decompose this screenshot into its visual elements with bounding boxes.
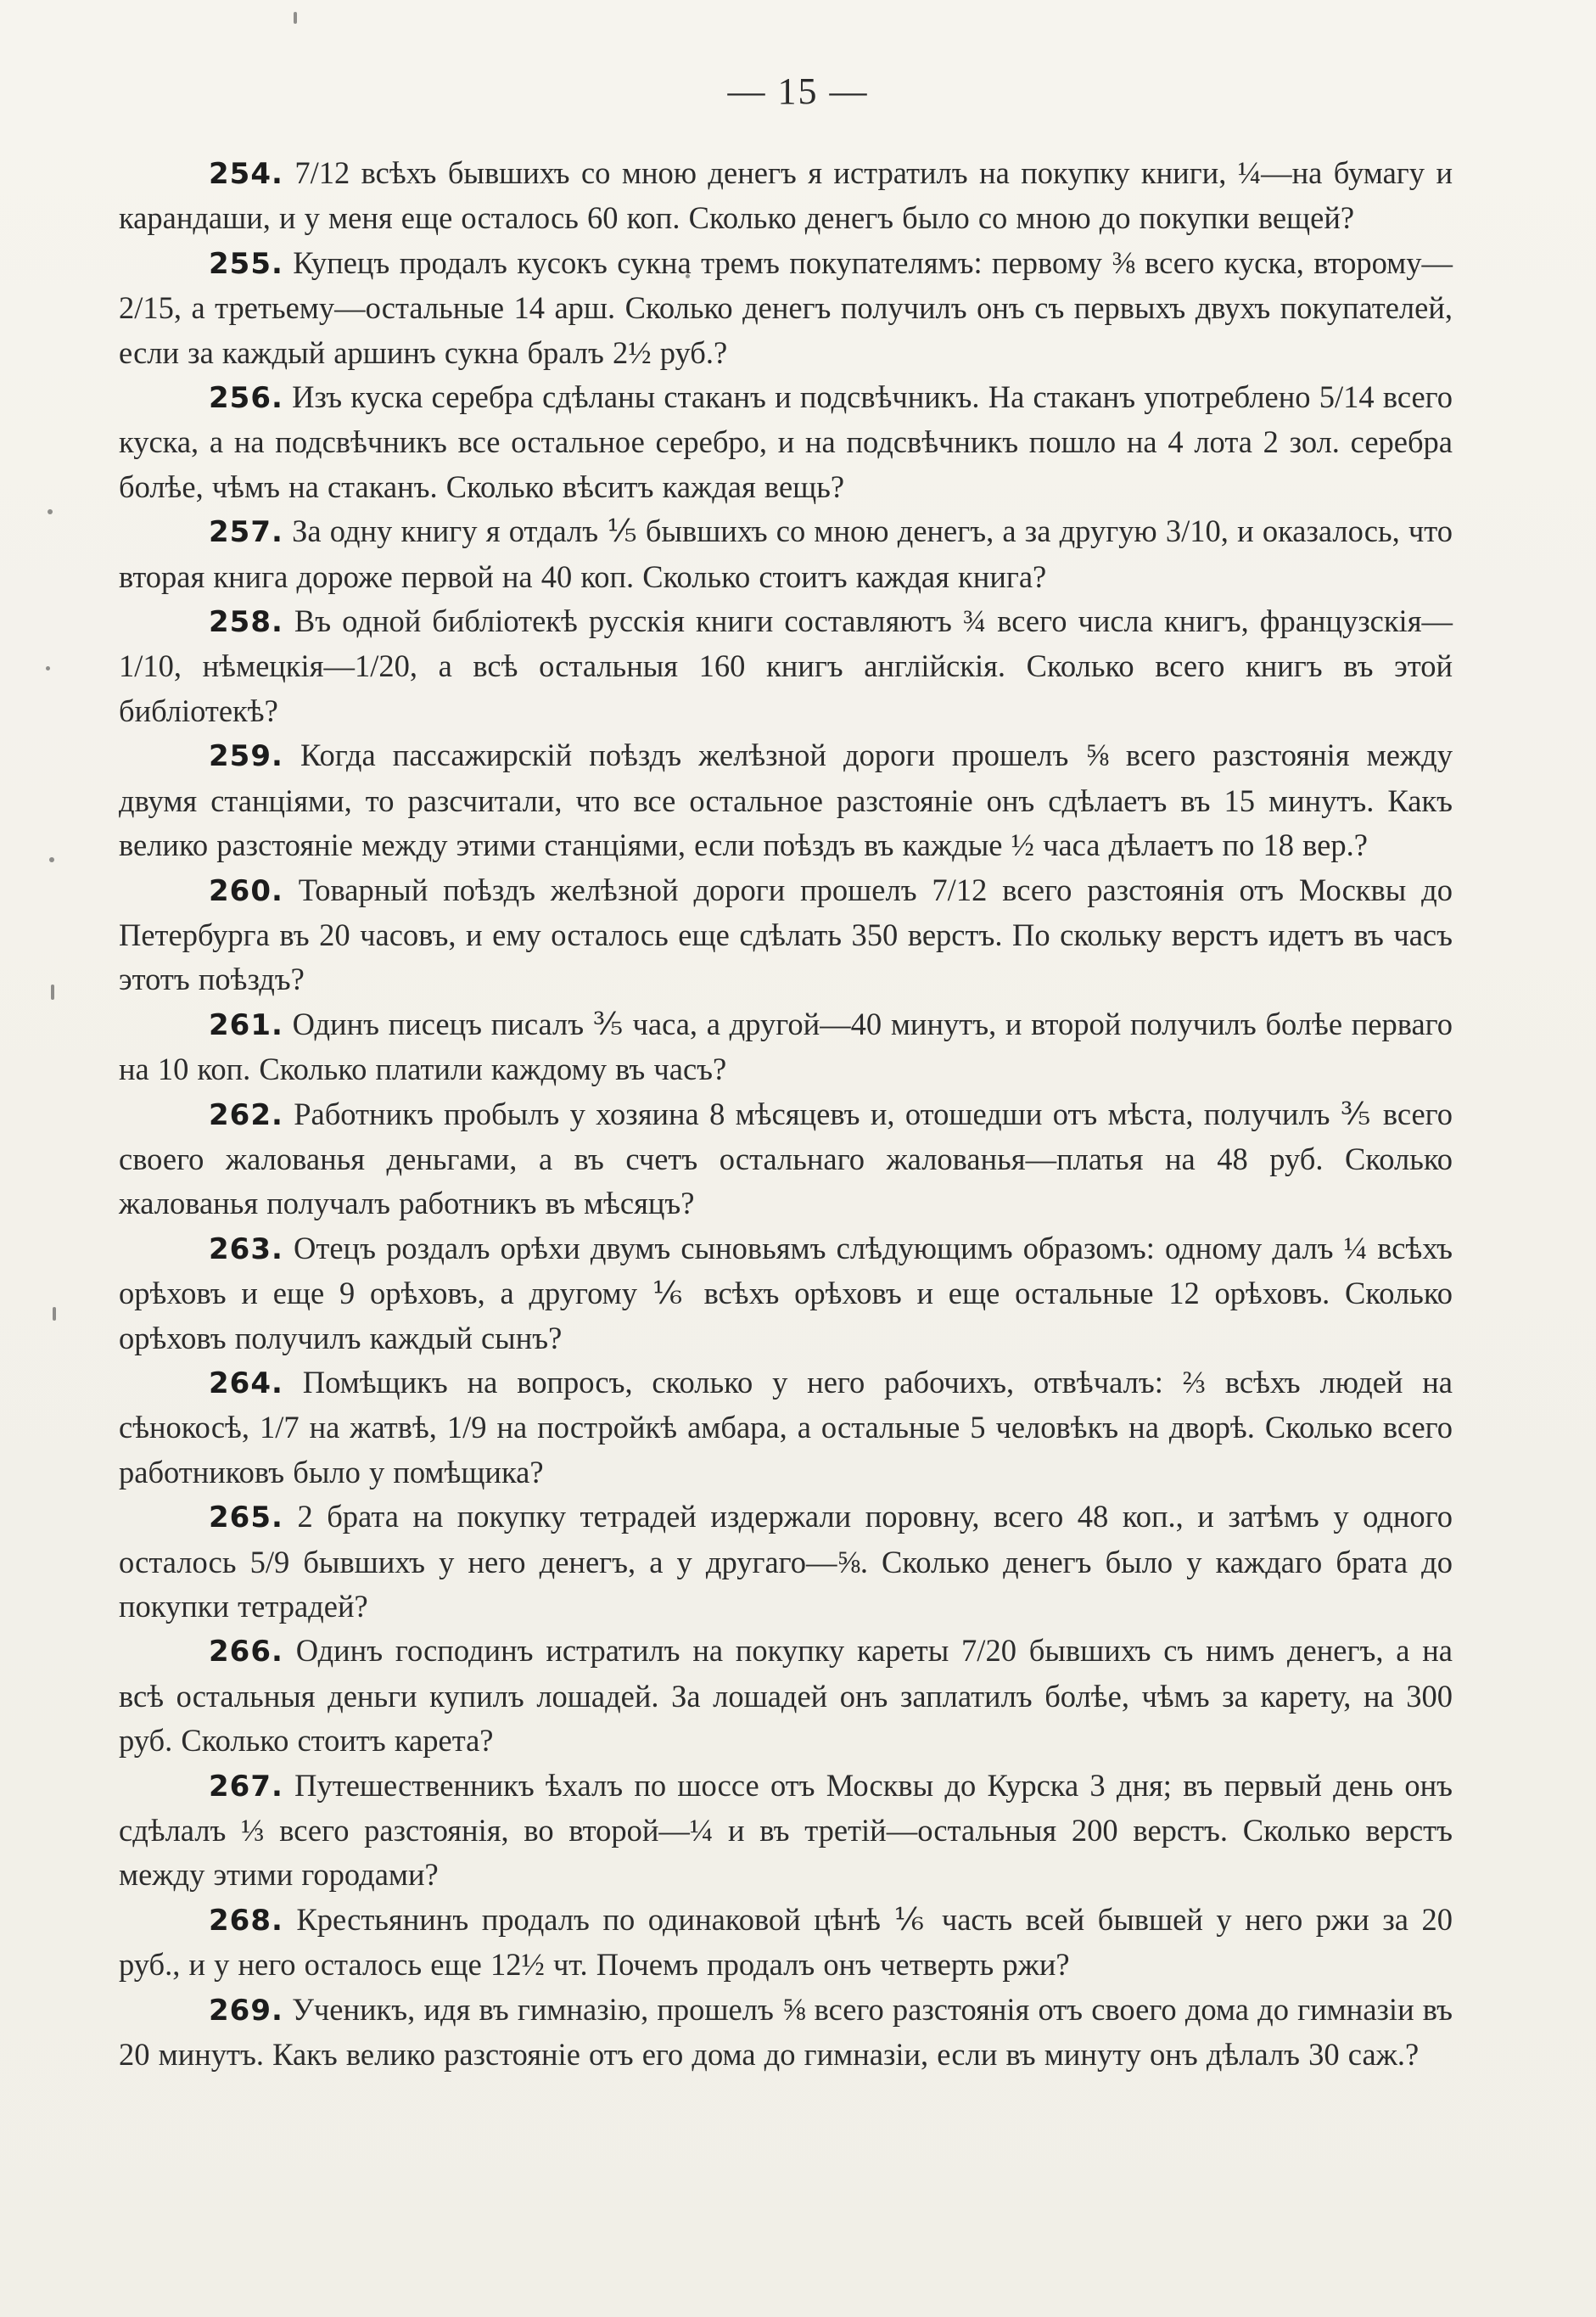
problem-text: Работникъ пробылъ у хозяина 8 мѣсяцевъ и, отошедши отъ мѣста, получилъ ⅗ всего своего жалованья деньгами, а въ счетъ остальнаго жалованья—платья на 48 руб. Сколько жалованья получалъ работникъ въ мѣсяцъ? — [119, 1096, 1453, 1221]
problem-255 — [119, 241, 1453, 375]
problem-number: 256. — [209, 381, 283, 416]
problem-text: Одинъ писецъ писалъ ⅗ часа, а другой—40 минутъ, и второй получилъ болѣе перваго на 10 коп. Сколько платили каждому въ часъ? — [119, 1006, 1453, 1087]
problem-text: Помѣщикъ на вопросъ, сколько у него рабочихъ, отвѣчалъ: ⅔ всѣхъ людей на сѣнокосѣ, 1/7 на жатвѣ, 1/9 на постройкѣ амбара, а остальные 5 человѣкъ на дворѣ. Сколько всего работниковъ было у помѣщика? — [119, 1364, 1453, 1490]
problem-text: 2 брата на покупку тетрадей издержали поровну, всего 48 коп., и затѣмъ у одного осталось 5/9 бывшихъ у него денегъ, а у другаго—⅝. Сколько денегъ было у каждаго брата до покупки тетрадей? — [119, 1499, 1453, 1624]
problem-266 — [119, 1629, 1453, 1763]
problem-257 — [119, 509, 1453, 599]
problem-263 — [119, 1226, 1453, 1360]
problem-265 — [119, 1495, 1453, 1629]
problem-number: 263. — [209, 1231, 283, 1266]
problem-number: 267. — [209, 1769, 283, 1804]
problem-list — [119, 151, 1453, 2077]
problem-number: 268. — [209, 1903, 283, 1938]
problem-number: 265. — [209, 1501, 283, 1535]
page-number: — 15 — — [727, 70, 869, 112]
problem-number: 266. — [209, 1635, 283, 1669]
problem-text: Товарный поѣздъ желѣзной дороги прошелъ 7/12 всего разстоянія отъ Москвы до Петербурга въ 20 часовъ, и ему осталось еще сдѣлать 350 верстъ. По скольку верстъ идетъ въ часъ этотъ поѣздъ? — [119, 872, 1453, 997]
problem-269 — [119, 1988, 1453, 2078]
problem-text: Изъ куска серебра сдѣланы стаканъ и подсвѣчникъ. На стаканъ употреблено 5/14 всего куска, а на подсвѣчникъ все остальное серебро, и на подсвѣчникъ пошло на 4 лота 2 зол. серебра болѣе, чѣмъ на стаканъ. Сколько вѣситъ каждая вещь? — [119, 379, 1453, 504]
problem-text: Ученикъ, идя въ гимназію, прошелъ ⅝ всего разстоянія отъ своего дома до гимназіи въ 20 минутъ. Какъ велико разстояніе отъ его дома до гимназіи, если въ минуту онъ дѣлалъ 30 саж.? — [119, 1991, 1453, 2073]
problem-text: Въ одной библіотекѣ русскія книги составляютъ ¾ всего числа книгъ, французскія—1/10, нѣмецкія—1/20, а всѣ остальныя 160 книгъ англійскія. Сколько всего книгъ въ этой библіотекѣ? — [119, 603, 1453, 728]
problem-number: 255. — [209, 246, 283, 281]
problem-number: 264. — [209, 1366, 283, 1400]
problem-number: 269. — [209, 1993, 283, 2028]
problem-text: Путешественникъ ѣхалъ по шоссе отъ Москвы до Курска 3 дня; въ первый день онъ сдѣлалъ ⅓ всего разстоянія, во второй—¼ и въ третій—остальныя 200 верстъ. Сколько верстъ между этими городами? — [119, 1767, 1453, 1893]
problem-number: 258. — [209, 605, 283, 640]
problem-text: Отецъ роздалъ орѣхи двумъ сыновьямъ слѣдующимъ образомъ: одному далъ ¼ всѣхъ орѣховъ и еще 9 орѣховъ, а другому ⅙ всѣхъ орѣховъ и еще остальные 12 орѣховъ. Сколько орѣховъ получилъ каждый сынъ? — [119, 1230, 1453, 1355]
problem-number: 259. — [209, 739, 283, 774]
problem-258 — [119, 599, 1453, 733]
problem-261 — [119, 1002, 1453, 1092]
problem-number: 254. — [209, 157, 283, 191]
problem-number: 261. — [209, 1007, 283, 1042]
problem-text: Когда пассажирскій поѣздъ желѣзной дороги прошелъ ⅝ всего разстоянія между двумя станціями, то разсчитали, что все остальное разстояніе онъ сдѣлаетъ въ 15 минутъ. Какъ велико разстояніе между этими станціями, если поѣздъ въ каждые ½ часа дѣлаетъ по 18 вер.? — [119, 738, 1453, 863]
problem-text: 7/12 всѣхъ бывшихъ со мною денегъ я истратилъ на покупку книги, ¼—на бумагу и карандаши, и у меня еще осталось 60 коп. Сколько денегъ было со мною до покупки вещей? — [119, 155, 1453, 236]
problem-text: Крестьянинъ продалъ по одинаковой цѣнѣ ⅙ часть всей бывшей у него ржи за 20 руб., и у него осталось еще 12½ чт. Почемъ продалъ онъ четверть ржи? — [119, 1901, 1453, 1983]
problem-number: 257. — [209, 515, 283, 550]
problem-260 — [119, 868, 1453, 1002]
problem-254 — [119, 151, 1453, 241]
problem-256 — [119, 375, 1453, 509]
problem-text: Купецъ продалъ кусокъ сукна тремъ покупателямъ: первому ⅜ всего куска, второму—2/15, а третьему—остальные 14 арш. Сколько денегъ получилъ онъ съ первыхъ двухъ покупателей, если за каждый аршинъ сукна бралъ 2½ руб.? — [119, 244, 1453, 370]
problem-262 — [119, 1092, 1453, 1226]
problem-text: Одинъ господинъ истратилъ на покупку кареты 7/20 бывшихъ съ нимъ денегъ, а на всѣ остальныя деньги купилъ лошадей. За лошадей онъ заплатилъ болѣе, чѣмъ за карету, на 300 руб. Сколько стоитъ карета? — [119, 1633, 1453, 1759]
problem-264 — [119, 1360, 1453, 1495]
problem-text: За одну книгу я отдалъ ⅕ бывшихъ со мною денегъ, а за другую 3/10, и оказалось, что вторая книга дороже первой на 40 коп. Сколько стоитъ каждая книга? — [119, 513, 1453, 594]
problem-number: 262. — [209, 1097, 283, 1132]
problem-267 — [119, 1764, 1453, 1898]
problem-number: 260. — [209, 873, 283, 908]
problem-268 — [119, 1898, 1453, 1988]
problem-259 — [119, 733, 1453, 867]
